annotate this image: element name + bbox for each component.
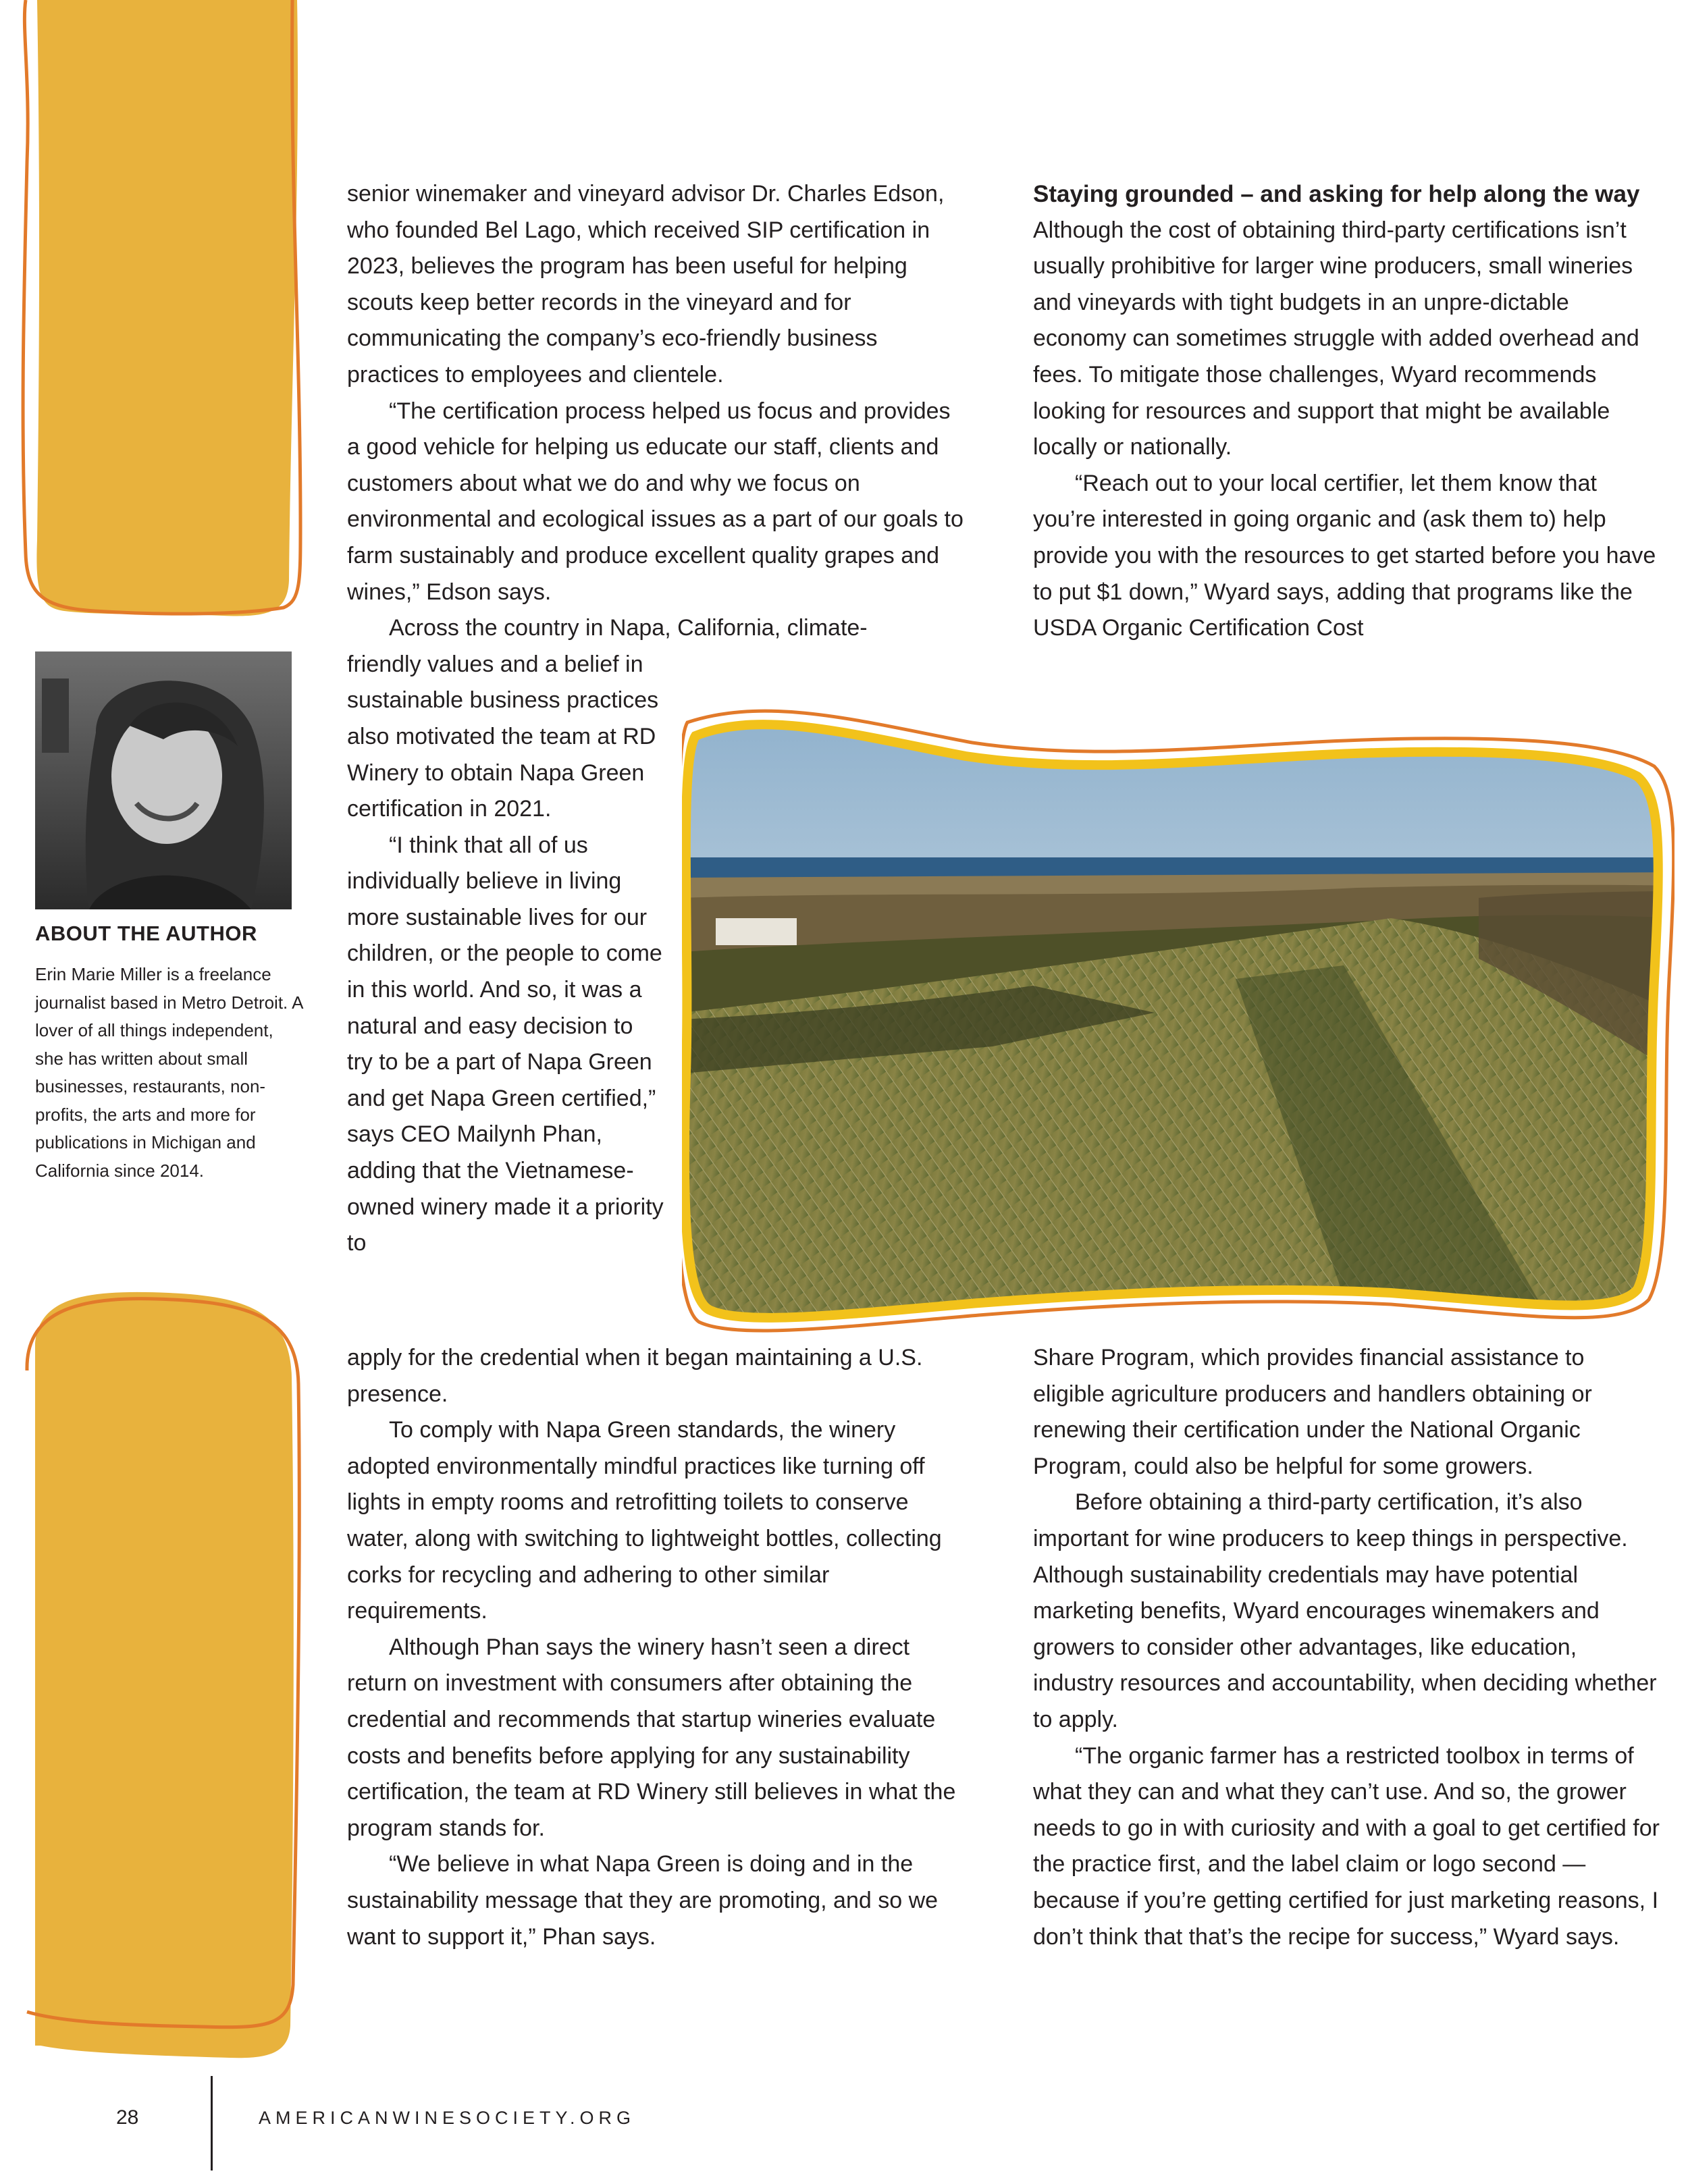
vineyard-aerial-photo	[682, 695, 1674, 1337]
footer-website: AMERICANWINESOCIETY.ORG	[259, 2108, 636, 2128]
right-column	[1033, 176, 1661, 647]
page-number: 28	[116, 2106, 139, 2129]
paragraph: “We believe in what Napa Green is doing and in the sustainability message that they are promoting, and so we want to support it,” Phan says.	[347, 1851, 939, 1950]
paragraph: senior winemaker and vineyard advisor Dr. Charles Edson, who founded Bel Lago, which received SIP certification in 2023, believes the program has been useful for helping scouts keep better records in the vineyard and for communicating the company’s eco-friendly business practices to employees and clientele.	[347, 181, 945, 388]
decorative-blob-bottom	[0, 1269, 311, 2079]
paragraph: Share Program, which provides financial assistance to eligible agriculture producers and handlers obtaining or renewing their certification under the National Organic Program, could also be helpful for some growers.	[1033, 1345, 1592, 1479]
paragraph: Although the cost of obtaining third-party certifications isn’t usually prohibitive for larger wine producers, small wineries and vineyards with tight budgets in an unpre-dictable economy can sometimes struggle with added overhead and fees. To mitigate those challenges, Wyard recommends looking for resources and support that might be available locally or nationally.	[1033, 217, 1639, 460]
paragraph: friendly values and a belief in sustainable business practices also motivated the team at RD Winery to obtain Napa Green certification in 2021.	[347, 651, 659, 822]
paragraph: “The organic farmer has a restricted toolbox in terms of what they can and what they can’t use. And so, the grower needs to go in with curiosity and with a goal to get certified for the practice first, and the label claim or logo second — because if you’re getting certified for just marketing reasons, I don’t think that that’s the recipe for success,” Wyard says.	[1033, 1742, 1660, 1950]
decorative-blob-top	[0, 0, 311, 635]
paragraph: apply for the credential when it began maintaining a U.S. presence.	[347, 1345, 923, 1407]
section-subheading: Staying grounded – and asking for help along the way	[1033, 181, 1640, 207]
right-column-continued	[1033, 1340, 1661, 1955]
paragraph: Although Phan says the winery hasn’t seen a direct return on investment with consumers after obtaining the credential and recommends that startup wineries evaluate costs and benefits before applying for any sustainability certification, the team at RD Winery still believes in what the program stands for.	[347, 1634, 956, 1841]
paragraph: To comply with Napa Green standards, the winery adopted environmentally mindful practices like turning off lights in empty rooms and retrofitting toilets to conserve water, along with switching to lightweight bottles, collecting corks for recycling and adhering to other similar requirements.	[347, 1417, 942, 1624]
paragraph: Before obtaining a third-party certification, it’s also important for wine producers to keep things in perspective. Although sustainability credentials may have potential marketing benefits, Wyard encourages winemakers and growers to consider other advantages, like education, industry resources and accountability, when deciding whether to apply.	[1033, 1489, 1657, 1732]
paragraph: “The certification process helped us focus and provides a good vehicle for helping us educate our staff, clients and customers about what we do and why we focus on environmental and ecological issues as a part of our goals to farm sustainably and produce excellent quality grapes and wines,” Edson says.	[347, 398, 964, 605]
about-author-heading: ABOUT THE AUTHOR	[35, 922, 257, 945]
paragraph: “Reach out to your local certifier, let them know that you’re interested in going organic and (ask them to) help provide you with the resources to get started before you have to put $1 down,” Wyard says, adding that programs like the USDA Organic Certification Cost	[1033, 470, 1656, 641]
author-bio: Erin Marie Miller is a freelance journalist based in Metro Detroit. A lover of all things independent, she has written about small businesses, restaurants, non-profits, the arts and more for publications in Michigan and California since 2014.	[35, 964, 302, 1181]
paragraph: “I think that all of us individually believe in living more sustainable lives for our children, or the people to come in this world. And so, it was a natural and easy decision to try to be a part of Napa Green and get Napa Green certified,” says CEO Mailynh Phan, adding that the Vietnamese-owned winery made it a priority to	[347, 832, 664, 1256]
footer-divider	[211, 2076, 213, 2170]
left-column-continued	[347, 1340, 968, 1955]
about-author-block	[35, 922, 305, 1185]
paragraph: Across the country in Napa, California, climate-	[389, 615, 868, 641]
author-photo	[35, 651, 292, 909]
